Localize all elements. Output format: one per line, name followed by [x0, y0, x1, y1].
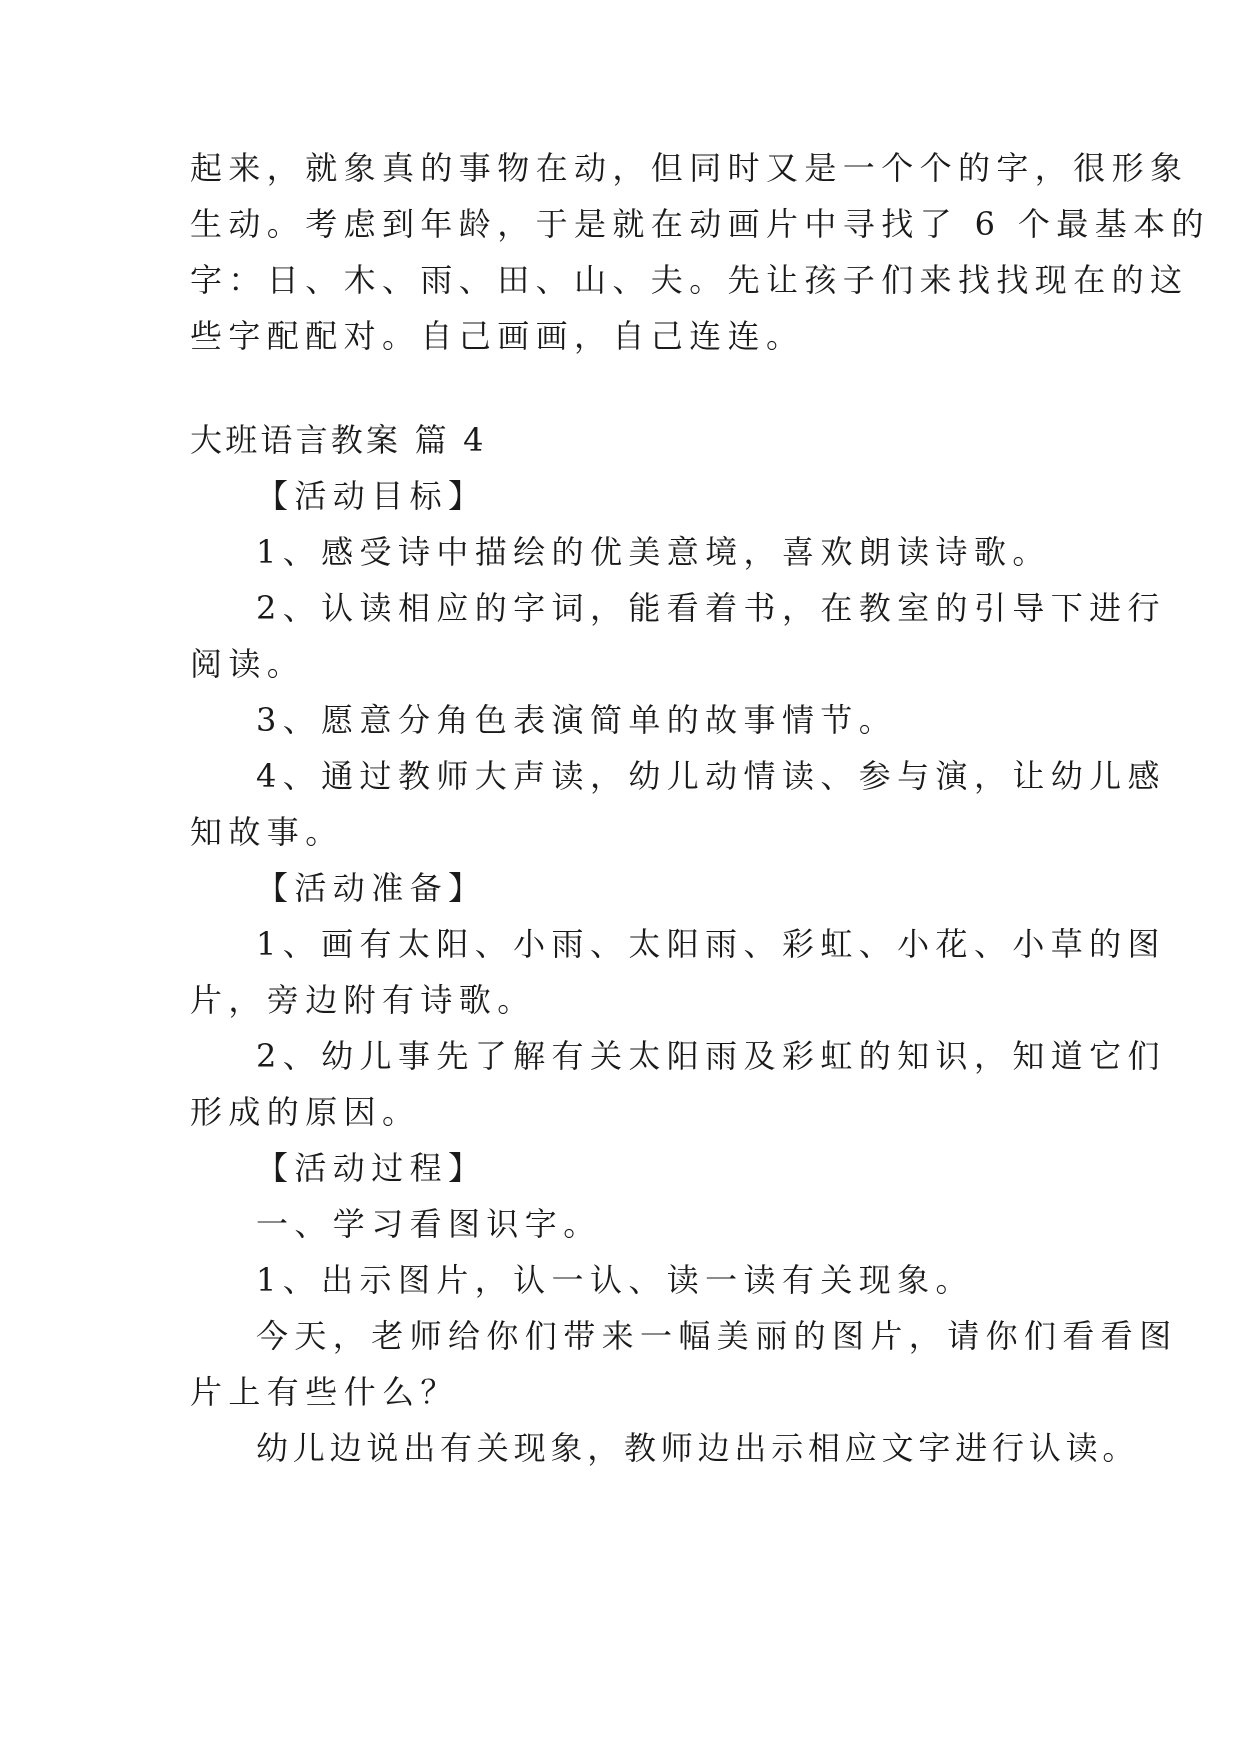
process-substep: 1、出示图片，认一认、读一读有关现象。: [256, 1261, 974, 1299]
prep-item-continuation: 片，旁边附有诗歌。: [190, 981, 536, 1019]
process-paragraph: 幼儿边说出有关现象，教师边出示相应文字进行认读。: [256, 1429, 1140, 1467]
paragraph-line: 些字配配对。自己画画，自己连连。: [190, 317, 805, 355]
process-paragraph-continuation: 片上有些什么？: [190, 1373, 459, 1411]
heading-goals: 【活动目标】: [256, 477, 487, 515]
prep-item: 1、画有太阳、小雨、太阳雨、彩虹、小花、小草的图: [256, 925, 1166, 963]
heading-process: 【活动过程】: [256, 1149, 487, 1187]
paragraph-line: 字：日、木、雨、田、山、夫。先让孩子们来找找现在的这: [190, 261, 1189, 299]
heading-preparation: 【活动准备】: [256, 869, 487, 907]
goal-item: 4、通过教师大声读，幼儿动情读、参与演，让幼儿感: [256, 757, 1166, 795]
prep-item-continuation: 形成的原因。: [190, 1093, 421, 1131]
goal-item-continuation: 阅读。: [190, 645, 306, 683]
process-paragraph: 今天，老师给你们带来一幅美丽的图片，请你们看看图: [256, 1317, 1178, 1355]
section-title: 大班语言教案 篇 4: [190, 421, 487, 459]
goal-item: 2、认读相应的字词，能看着书，在教室的引导下进行: [256, 589, 1166, 627]
goal-item: 1、感受诗中描绘的优美意境，喜欢朗读诗歌。: [256, 533, 1051, 571]
paragraph-line: 生动。考虑到年龄，于是就在动画片中寻找了 6 个最基本的: [190, 205, 1210, 243]
goal-item-continuation: 知故事。: [190, 813, 344, 851]
prep-item: 2、幼儿事先了解有关太阳雨及彩虹的知识，知道它们: [256, 1037, 1166, 1075]
paragraph-line: 起来，就象真的事物在动，但同时又是一个个的字，很形象: [190, 149, 1189, 187]
goal-item: 3、愿意分角色表演简单的故事情节。: [256, 701, 898, 739]
process-step: 一、学习看图识字。: [256, 1205, 602, 1243]
